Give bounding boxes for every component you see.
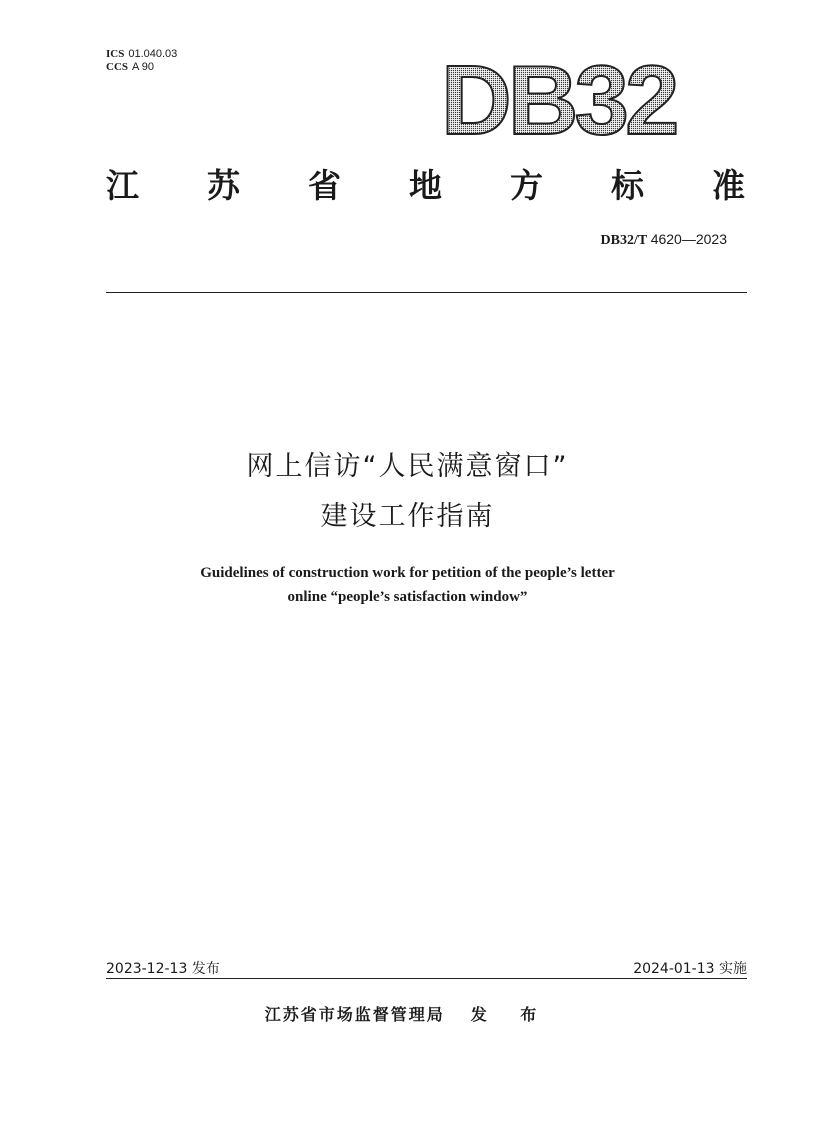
issuer-line — [0, 1002, 815, 1025]
publish-date: 2023-12-13 发布 — [106, 961, 220, 977]
standard-type-title — [106, 160, 746, 207]
ics-line — [106, 48, 177, 61]
header-divider — [106, 292, 747, 293]
issue-action: 发 布 — [470, 1005, 551, 1024]
ccs-label: CCS — [106, 61, 129, 73]
standard-type-char: 地 — [409, 166, 443, 205]
standard-code-prefix: DB32/T — [600, 233, 648, 248]
footer-divider — [106, 978, 747, 979]
ccs-value: A 90 — [132, 61, 155, 73]
standard-type-char: 准 — [712, 166, 746, 205]
standard-type-char: 苏 — [207, 166, 241, 205]
issuer-name: 江苏省市场监督管理局 — [264, 1005, 445, 1024]
ics-value: 01.040.03 — [128, 48, 178, 60]
logo-text: DB32 — [441, 48, 676, 140]
title-en-line1: Guidelines of construction work for petition of the people’s letter — [200, 565, 615, 581]
implement-date: 2024-01-13 实施 — [633, 961, 747, 977]
standard-type-char: 江 — [106, 166, 140, 205]
classification-codes — [106, 48, 177, 74]
standard-type-char: 标 — [611, 166, 645, 205]
db32-logo — [437, 48, 687, 140]
standard-type-char: 方 — [510, 166, 544, 205]
standard-type-char: 省 — [308, 166, 342, 205]
title-en-line2: online “people’s satisfaction window” — [287, 589, 528, 605]
standard-code-number: 4620—2023 — [650, 231, 727, 247]
ccs-line — [106, 61, 177, 74]
standard-code — [601, 231, 727, 249]
ics-label: ICS — [106, 48, 125, 60]
title-zh-line2: 建设工作指南 — [320, 501, 495, 532]
title-zh-line1: 网上信访“人民满意窗口” — [246, 451, 569, 482]
